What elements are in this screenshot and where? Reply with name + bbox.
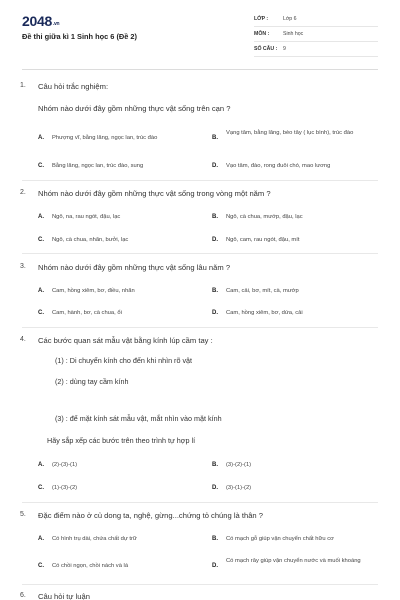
option-text: Ngô, cam, rau ngót, đậu, mít [226, 237, 300, 243]
question-4-step-3: (3) : để mặt kính sát mẫu vật, mắt nhìn vào mặt kính [55, 414, 222, 423]
document-header [0, 0, 400, 68]
question-separator [22, 584, 378, 585]
meta-subject-value: Sinh học [283, 31, 304, 37]
question-4-number: 4. [20, 336, 26, 343]
question-3-number: 3. [20, 263, 26, 270]
meta-class-label: LỚP : [254, 16, 269, 22]
option-letter: A. [38, 536, 44, 542]
question-6-number: 6. [20, 592, 26, 599]
option-text: Vạng tâm, bằng lăng, bèo tây ( lục bình), trúc đào [226, 130, 354, 136]
logo-text: 2048 [22, 13, 52, 29]
option-text: Cam, cải, bơ, mít, cà, mướp [226, 288, 299, 294]
option-letter: D. [212, 485, 218, 491]
question-5-number: 5. [20, 511, 26, 518]
option-letter: D. [212, 310, 218, 316]
option-text: Có chồi ngọn, chồi nách và lá [52, 563, 129, 569]
option-letter: B. [212, 214, 218, 220]
logo-suffix: .vn [52, 21, 60, 27]
option-letter: C. [38, 485, 44, 491]
question-6-text: Câu hỏi tự luận [38, 592, 90, 600]
option-text: (1)-(3)-(2) [52, 485, 78, 491]
option-text: (3)-(2)-(1) [226, 462, 252, 468]
question-separator [22, 253, 378, 254]
meta-subject-row [254, 28, 378, 42]
question-separator [22, 327, 378, 328]
option-letter: A. [38, 462, 44, 468]
option-text: Ngô, cà chua, mướp, đậu, lạc [226, 214, 303, 220]
option-text: Cam, hành, bơ, cà chua, ổi [52, 310, 122, 316]
question-separator [22, 502, 378, 503]
question-4-text: Các bước quan sát mẫu vật bằng kính lúp cầm tay : [38, 336, 213, 345]
option-letter: C. [38, 310, 44, 316]
meta-class-value: Lớp 6 [283, 16, 297, 22]
question-separator [22, 180, 378, 181]
meta-subject-label: MÔN : [254, 31, 270, 37]
document-title: Đề thi giữa kì 1 Sinh học 6 (Đề 2) [22, 32, 138, 41]
option-letter: C. [38, 237, 44, 243]
question-3-text: Nhóm nào dưới đây gồm những thực vật sống lâu năm ? [38, 263, 231, 272]
option-letter: D. [212, 563, 218, 569]
option-letter: B. [212, 462, 218, 468]
question-2-text: Nhóm nào dưới đây gồm những thực vật sống trong vòng một năm ? [38, 189, 271, 198]
option-letter: A. [38, 135, 44, 141]
question-5-text: Đặc điểm nào ở củ dong ta, nghệ, gừng...chứng tỏ chúng là thân ? [38, 511, 263, 520]
question-2-number: 2. [20, 189, 26, 196]
option-letter: C. [38, 563, 44, 569]
option-letter: A. [38, 214, 44, 220]
option-text: Phượng vĩ, bằng lăng, ngọc lan, trúc đào [52, 135, 158, 141]
meta-count-label: SỐ CÂU : [254, 46, 278, 52]
question-1-number: 1. [20, 82, 26, 89]
option-letter: D. [212, 163, 218, 169]
option-text: Bằng lăng, ngọc lan, trúc đào, sung [52, 163, 144, 169]
question-4-step-2: (2) : dùng tay cầm kính [55, 377, 129, 386]
option-letter: B. [212, 288, 218, 294]
meta-count-value: 9 [283, 46, 286, 52]
option-letter: C. [38, 163, 44, 169]
option-text: Cam, hồng xiêm, bơ, dứa, cải [226, 310, 303, 316]
meta-class-row [254, 13, 378, 27]
option-text: Vạo tâm, đào, rong đuôi chó, mao lương [226, 163, 331, 169]
option-letter: B. [212, 135, 218, 141]
option-text: Có mạch gỗ giúp vận chuyển chất hữu cơ [226, 536, 334, 542]
option-text: (3)-(1)-(2) [226, 485, 252, 491]
option-letter: A. [38, 288, 44, 294]
question-4-step-1: (1) : Di chuyển kính cho đến khi nhìn rõ vật [55, 356, 193, 365]
option-text: (2)-(3)-(1) [52, 462, 78, 468]
option-text: Có mạch rây giúp vận chuyển nước và muối khoáng [226, 558, 361, 564]
option-text: Ngô, cà chua, nhãn, bưởi, lạc [52, 237, 129, 243]
option-text: Cam, hồng xiêm, bơ, điều, nhãn [52, 288, 135, 294]
option-text: Ngô, na, rau ngót, đậu, lạc [52, 214, 121, 220]
question-1-text: Câu hỏi trắc nghiệm: [38, 82, 109, 91]
header-divider [22, 69, 378, 70]
question-4-prompt: Hãy sắp xếp các bước trên theo trình tự hợp lí [47, 436, 196, 445]
option-letter: B. [212, 536, 218, 542]
site-logo[interactable] [22, 13, 59, 29]
option-text: Có hình trụ dài, chứa chất dự trữ [52, 536, 137, 542]
question-1-subtext: Nhóm nào dưới đây gồm những thực vật sống trên cạn ? [38, 104, 231, 113]
option-letter: D. [212, 237, 218, 243]
meta-count-row [254, 43, 378, 57]
